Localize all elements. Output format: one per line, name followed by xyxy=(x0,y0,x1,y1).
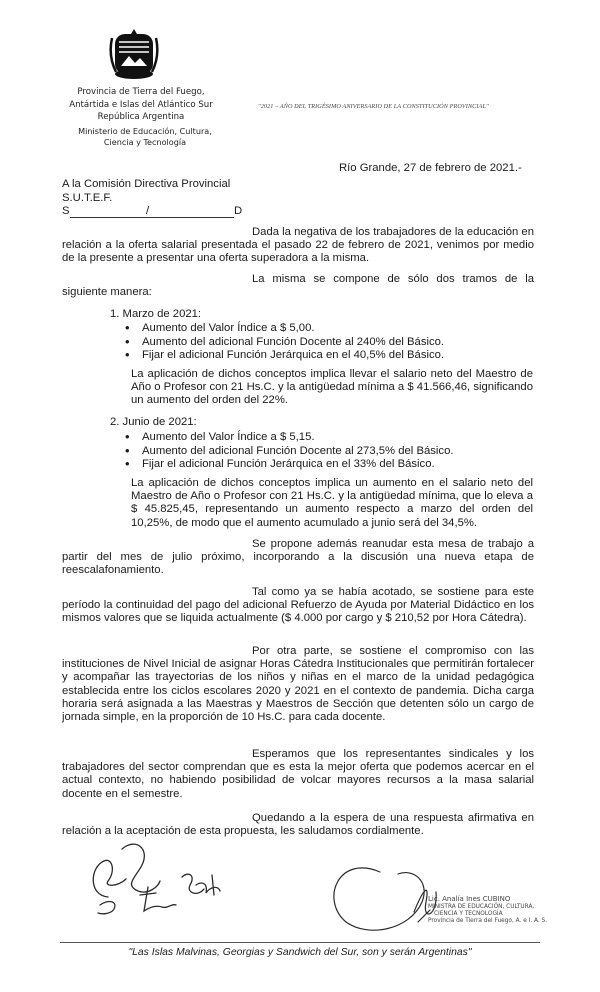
recipient xyxy=(62,177,230,205)
stamp-line: Lic. Analía Ines CUBINO xyxy=(428,895,511,903)
paragraph-2: La misma se compone de sólo dos tramos de la siguiente manera: xyxy=(62,273,534,299)
anniversary-motto: "2021 – AÑO DEL TRIGÉSIMO ANIVERSARIO DE LA CONSTITUCIÓN PROVINCIAL" xyxy=(258,103,489,110)
sd-d: D xyxy=(234,205,243,217)
sd-slash: / xyxy=(146,205,150,217)
sd-underline xyxy=(70,217,234,218)
province-header xyxy=(56,86,226,124)
tramo-1-list xyxy=(125,322,525,363)
union-signatures xyxy=(78,835,248,925)
list-item: • Aumento del adicional Función Docente al 273,5% del Básico. xyxy=(125,445,525,459)
tramo-2-list xyxy=(125,431,525,472)
stamp-line: Provincia de Tierra del Fuego, A. e I. A. S. xyxy=(428,918,548,924)
paragraph-4: Tal como ya se había acotado, se sostiene para este período la continuidad del pago del adicional Refuerzo de Ayuda por Material Didáctico en los mismos valores que se liquida actualmente ($ 4.000 por cargo y $ 210,52 por Hora Cátedra). xyxy=(62,586,534,625)
recipient-line: S.U.T.E.F. xyxy=(62,192,113,204)
sd-line xyxy=(62,205,244,219)
paragraph-7: Quedando a la espera de una respuesta afirmativa en relación a la aceptación de esta propuesta, les saludamos cordialmente. xyxy=(62,812,534,838)
paragraph-5: Por otra parte, se sostiene el compromiso con las instituciones de Nivel Inicial de asignar Horas Cátedra Institucionales que permitirán fortalecer y acompañar las trayectorias de los niños y niñas en el marco de la unidad pedagógica establecida entre los ciclos escolares 2020 y 2021 en el contexto de pandemia. Dicha carga horaria será asignada a las Maestras y Maestros de Sección que detenten sólo un cargo de jornada simple, en la proporción de 10 Hs.C. para cada docente. xyxy=(62,645,534,724)
tramo-2-title: 2. Junio de 2021: xyxy=(110,416,197,428)
province-line: Antártida e Islas del Atlántico Sur xyxy=(69,99,213,110)
list-item: • Aumento del Valor Índice a $ 5,00. xyxy=(125,322,525,336)
provincial-coat-of-arms-logo xyxy=(104,26,164,86)
province-line: República Argentina xyxy=(97,112,185,123)
tramo-2-note: La aplicación de dichos conceptos implica un aumento en el salario neto del Maestro de Año o Profesor con 21 Hs.C. y la antigüedad mínima, que lo eleva a $ 45.825,45, representando un aumento respecto a marzo del orden del 10,25%, de modo que el aumento acumulado a junio será del 34,5%. xyxy=(131,477,533,529)
paragraph-3: Se propone además reanudar esta mesa de trabajo a partir del mes de julio próximo, incorporando a la discusión una nueva etapa de reescalafonamiento. xyxy=(62,538,534,577)
list-item: • Aumento del Valor Índice a $ 5,15. xyxy=(125,431,525,445)
ministry-line: Ciencia y Tecnología xyxy=(103,137,187,147)
province-line: Provincia de Tierra del Fuego, xyxy=(77,87,205,97)
list-item: • Fijar el adicional Función Jerárquica en el 33% del Básico. xyxy=(125,458,525,472)
footer-divider xyxy=(60,942,540,943)
list-item: • Aumento del adicional Función Docente al 240% del Básico. xyxy=(125,336,525,350)
ministry-header xyxy=(60,126,230,148)
paragraph-6: Esperamos que los representantes sindicales y los trabajadores del sector comprendan que es esta la mejor oferta que podemos acercar en el actual contexto, no habiendo posibilidad de volcar mayores recursos a la masa salarial docente en el semestre. xyxy=(62,748,534,800)
ministry-line: Ministerio de Educación, Cultura, xyxy=(78,126,212,136)
tramo-1-title: 1. Marzo de 2021: xyxy=(110,308,202,320)
stamp-line: CIENCIA Y TECNOLOGÍA xyxy=(434,911,503,917)
paragraph-1: Dada la negativa de los trabajadores de la educación en relación a la oferta salarial presentada el pasado 22 de febrero de 2021, venimos por medio de la presente a presentar una oferta superadora a la misma. xyxy=(62,226,534,265)
stamp-line: MINISTRA DE EDUCACIÓN, CULTURA, xyxy=(428,904,535,910)
recipient-line: A la Comisión Directiva Provincial xyxy=(62,178,231,190)
list-item: • Fijar el adicional Función Jerárquica en el 40,5% del Básico. xyxy=(125,349,525,363)
sd-s: S xyxy=(62,205,70,217)
tramo-1-note: La aplicación de dichos conceptos implica llevar el salario neto del Maestro de Año o Profesor con 21 Hs.C. y la antigüedad mínima a $ 41.566,46, significando un aumento del orden del 22%. xyxy=(131,368,533,407)
official-stamp xyxy=(428,895,547,925)
place-date: Río Grande, 27 de febrero de 2021.- xyxy=(339,162,522,174)
footer-quote: "Las Islas Malvinas, Georgias y Sandwich del Sur, son y serán Argentinas" xyxy=(128,947,472,958)
